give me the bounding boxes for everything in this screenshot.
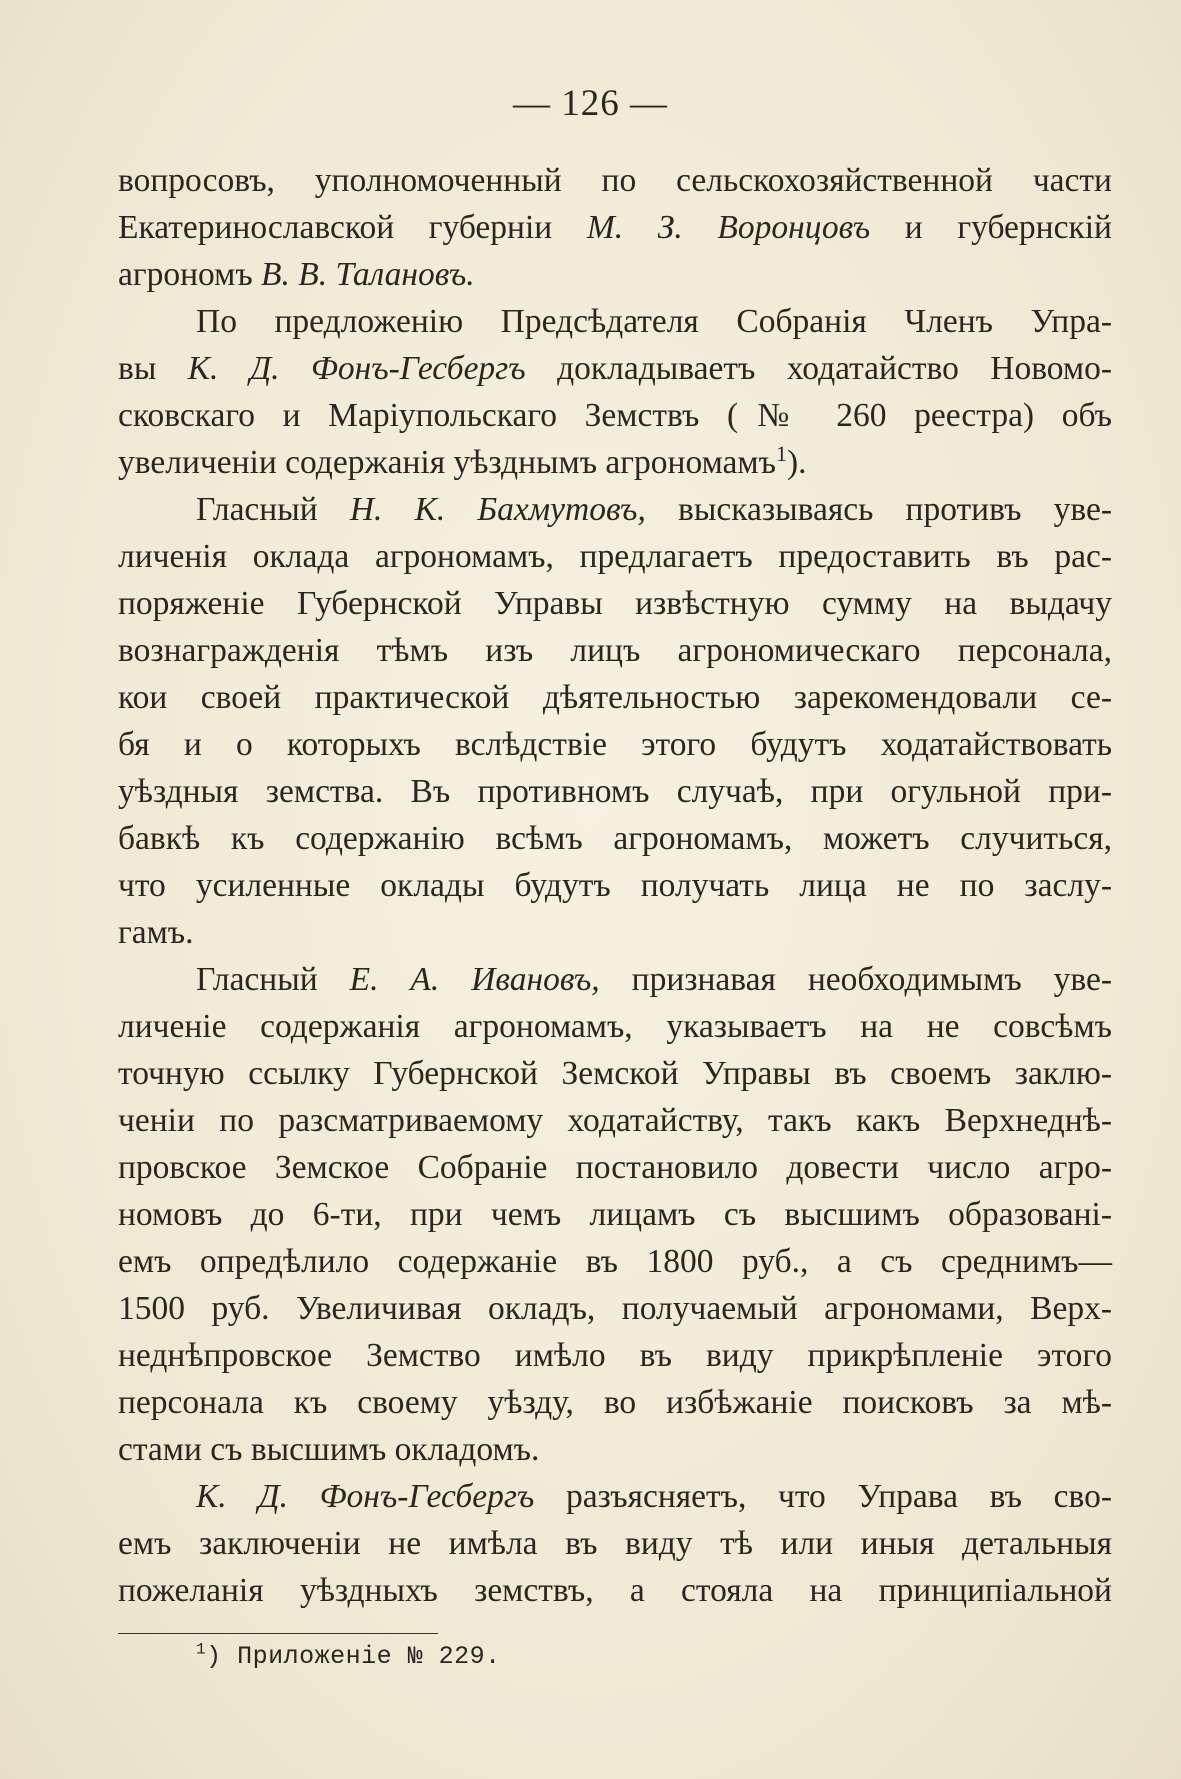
- text-segment: докладываетъ ходатайство Новомо-: [525, 350, 1112, 387]
- text-line: [118, 1285, 1112, 1332]
- text-segment: 1500 руб. Увеличивая окладъ, получаемый агрономами, Верх-: [118, 1290, 1112, 1327]
- text-segment: высказываясь противъ уве-: [645, 491, 1112, 528]
- text-line: [118, 721, 1112, 768]
- text-segment: признавая необходимымъ уве-: [599, 961, 1112, 998]
- text-line: [118, 392, 1112, 439]
- text-segment: вознагражденія тѣмъ изъ лицъ агрономическаго персонала,: [118, 632, 1112, 669]
- name-italic: Н. К. Бахмутовъ,: [349, 491, 646, 528]
- text-segment: и губернскій: [870, 209, 1112, 246]
- text-segment: персонала къ своему уѣзду, во избѣжаніе поисковъ за мѣ-: [118, 1384, 1112, 1421]
- text-line: [118, 627, 1112, 674]
- text-segment: Гласный: [196, 961, 350, 998]
- text-segment: разъясняетъ, что Управа въ сво-: [534, 1478, 1112, 1515]
- text-segment: агрономъ: [118, 256, 262, 293]
- text-segment: ).: [786, 444, 807, 481]
- text-line: [118, 1426, 1112, 1473]
- text-line: [118, 157, 1112, 204]
- name-italic: Е. А. Ивановъ,: [349, 961, 600, 998]
- footnote-reference: 1: [775, 440, 787, 466]
- text-segment: гамъ.: [118, 914, 194, 951]
- text-line: [118, 298, 1112, 345]
- text-line: [118, 1050, 1112, 1097]
- text-line: [118, 533, 1112, 580]
- text-line: [118, 1003, 1112, 1050]
- name-italic: К. Д. Фонъ-Гесбергъ: [196, 1478, 535, 1515]
- text-segment: ченіи по разсматриваемому ходатайству, такъ какъ Верхнеднѣ-: [118, 1102, 1112, 1139]
- text-line: [118, 204, 1112, 251]
- text-segment: провское Земское Собраніе постановило довести число агро-: [118, 1149, 1112, 1186]
- text-line: [118, 1144, 1112, 1191]
- text-segment: стами съ высшимъ окладомъ.: [118, 1431, 540, 1468]
- text-segment: кои своей практической дѣятельностью зарекомендовали се-: [118, 679, 1112, 716]
- text-segment: увеличеніи содержанія уѣзднымъ агрономамъ: [118, 444, 776, 481]
- text-line: [118, 909, 1112, 956]
- text-line: [118, 1567, 1112, 1614]
- text-line: [118, 815, 1112, 862]
- text-segment: сковскаго и Маріупольскаго Земствъ (№ 260 реестра) объ: [118, 397, 1112, 434]
- text-segment: По предложенію Предсѣдателя Собранія Членъ Упра-: [196, 303, 1112, 340]
- text-segment: Екатеринославской губерніи: [118, 209, 587, 246]
- text-segment: личеніе содержанія агрономамъ, указываетъ на не совсѣмъ: [118, 1008, 1112, 1045]
- name-italic: В. В. Талановъ.: [261, 256, 475, 293]
- text-segment: Гласный: [196, 491, 350, 528]
- text-line: [118, 439, 1112, 486]
- text-segment: уѣздныя земства. Въ противномъ случаѣ, при огульной при-: [118, 773, 1112, 810]
- text-segment: пожеланія уѣздныхъ земствъ, а стояла на принципіальной: [118, 1572, 1112, 1609]
- body-text: [118, 157, 1112, 1614]
- text-segment: что усиленные оклады будутъ получать лица не по заслу-: [118, 867, 1112, 904]
- footnote-divider: [118, 1633, 438, 1634]
- text-line: [118, 1473, 1112, 1520]
- text-line: [118, 1097, 1112, 1144]
- text-segment: точную ссылку Губернской Земской Управы въ своемъ заклю-: [118, 1055, 1112, 1092]
- text-segment: вы: [118, 350, 188, 387]
- text-line: [118, 251, 1112, 298]
- text-segment: емъ опредѣлило содержаніе въ 1800 руб., а съ среднимъ—: [118, 1243, 1112, 1280]
- text-line: [118, 956, 1112, 1003]
- text-segment: неднѣпровское Земство имѣло въ виду прикрѣпленіе этого: [118, 1337, 1112, 1374]
- text-line: [118, 1520, 1112, 1567]
- text-segment: бавкѣ къ содержанію всѣмъ агрономамъ, можетъ случиться,: [118, 820, 1112, 857]
- text-line: [118, 1379, 1112, 1426]
- page-number: — 126 —: [513, 83, 668, 124]
- text-line: [118, 345, 1112, 392]
- text-line: [118, 1332, 1112, 1379]
- text-line: [118, 1191, 1112, 1238]
- footnote: [196, 1640, 501, 1674]
- text-line: [118, 674, 1112, 721]
- text-segment: вопросовъ, уполномоченный по сельскохозяйственной части: [118, 162, 1112, 199]
- text-segment: личенія оклада агрономамъ, предлагаетъ предоставить въ рас-: [118, 538, 1112, 575]
- text-segment: номовъ до 6-ти, при чемъ лицамъ съ высшимъ образовані-: [118, 1196, 1112, 1233]
- text-line: [118, 486, 1112, 533]
- text-line: [118, 1238, 1112, 1285]
- text-line: [118, 768, 1112, 815]
- text-segment: поряженіе Губернской Управы извѣстную сумму на выдачу: [118, 585, 1112, 622]
- footnote-text: ) Приложеніе № 229.: [206, 1642, 501, 1671]
- footnote-marker: 1: [196, 1640, 207, 1659]
- text-segment: емъ заключеніи не имѣла въ виду тѣ или иныя детальныя: [118, 1525, 1112, 1562]
- text-segment: бя и о которыхъ вслѣдствіе этого будутъ ходатайствовать: [118, 726, 1112, 763]
- text-line: [118, 580, 1112, 627]
- text-line: [118, 862, 1112, 909]
- name-italic: М. З. Воронцовъ: [586, 209, 871, 246]
- name-italic: К. Д. Фонъ-Гесбергъ: [187, 350, 526, 387]
